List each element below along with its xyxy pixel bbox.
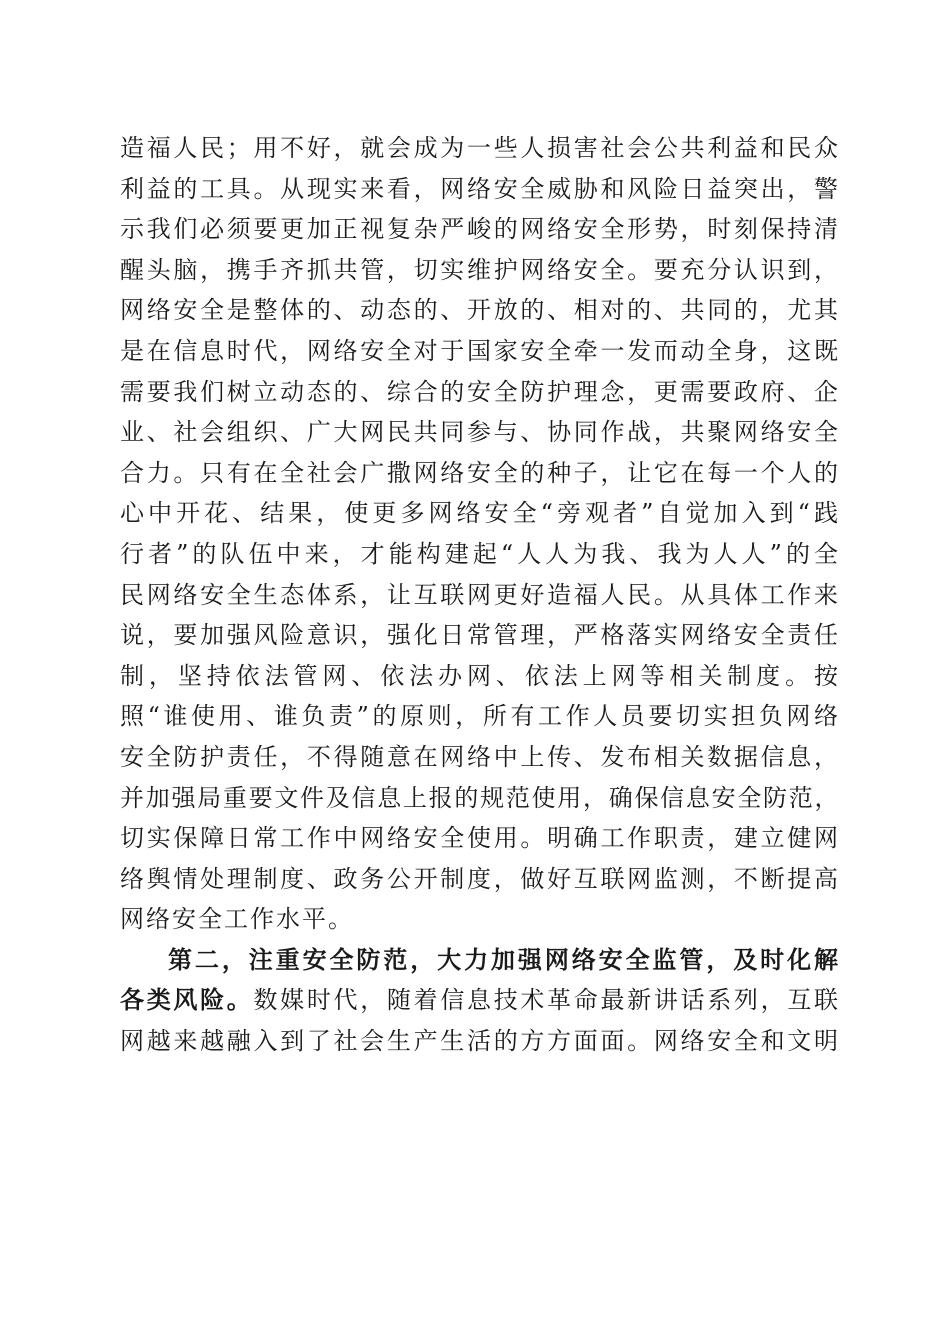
text-line — [120, 980, 840, 1021]
text-line: 示我们必须要更加正视复杂严峻的网络安全形势，时刻保持清 — [120, 215, 840, 244]
text-line: 并加强局重要文件及信息上报的规范使用，确保信息安全防范， — [120, 783, 840, 812]
text-line: 民网络安全生态体系，让互联网更好造福人民。从具体工作来 — [120, 580, 840, 609]
document-body — [120, 128, 840, 1062]
section-heading: 第二，注重安全防范，大力加强网络安全监管，及时化解 — [168, 944, 840, 974]
text-line: 醒头脑，携手齐抓共管，切实维护网络安全。要充分认识到， — [120, 255, 840, 284]
text-line: 说，要加强风险意识，强化日常管理，严格落实网络安全责任 — [120, 621, 840, 650]
paragraph-2 — [120, 940, 840, 1062]
text-line: 网络安全工作水平。 — [120, 905, 354, 934]
text-line: 切实保障日常工作中网络安全使用。明确工作职责，建立健网 — [120, 824, 840, 853]
text-line: 照“谁使用、谁负责”的原则，所有工作人员要切实担负网络 — [120, 702, 840, 731]
text-line: 心中开花、结果，使更多网络安全“旁观者”自觉加入到“践 — [120, 499, 840, 528]
paragraph-1 — [120, 128, 840, 940]
text-line: 络舆情处理制度、政务公开制度，做好互联网监测，不断提高 — [120, 864, 840, 893]
text-line: 需要我们树立动态的、综合的安全防护理念，更需要政府、企 — [120, 377, 840, 406]
text-line: 合力。只有在全社会广撒网络安全的种子，让它在每一个人的 — [120, 458, 840, 487]
text-line: 业、社会组织、广大网民共同参与、协同作战，共聚网络安全 — [120, 418, 840, 447]
text-line: 制，坚持依法管网、依法办网、依法上网等相关制度。按 — [120, 661, 840, 690]
text-line: 利益的工具。从现实来看，网络安全威胁和风险日益突出，警 — [120, 174, 840, 203]
text-line: 造福人民；用不好，就会成为一些人损害社会公共利益和民众 — [120, 134, 840, 162]
text-line: 行者”的队伍中来，才能构建起“人人为我、我为人人”的全 — [120, 539, 840, 568]
text-line: 是在信息时代，网络安全对于国家安全牵一发而动全身，这既 — [120, 336, 840, 365]
text-line: 安全防护责任，不得随意在网络中上传、发布相关数据信息， — [120, 742, 840, 771]
text-span: 数媒时代，随着信息技术革命最新讲话系列，互联 — [253, 986, 841, 1015]
text-line: 网越来越融入到了社会生产生活的方方面面。网络安全和文明 — [120, 1027, 840, 1056]
text-line: 网络安全是整体的、动态的、开放的、相对的、共同的，尤其 — [120, 296, 840, 325]
section-heading-end: 各类风险。 — [120, 985, 254, 1015]
